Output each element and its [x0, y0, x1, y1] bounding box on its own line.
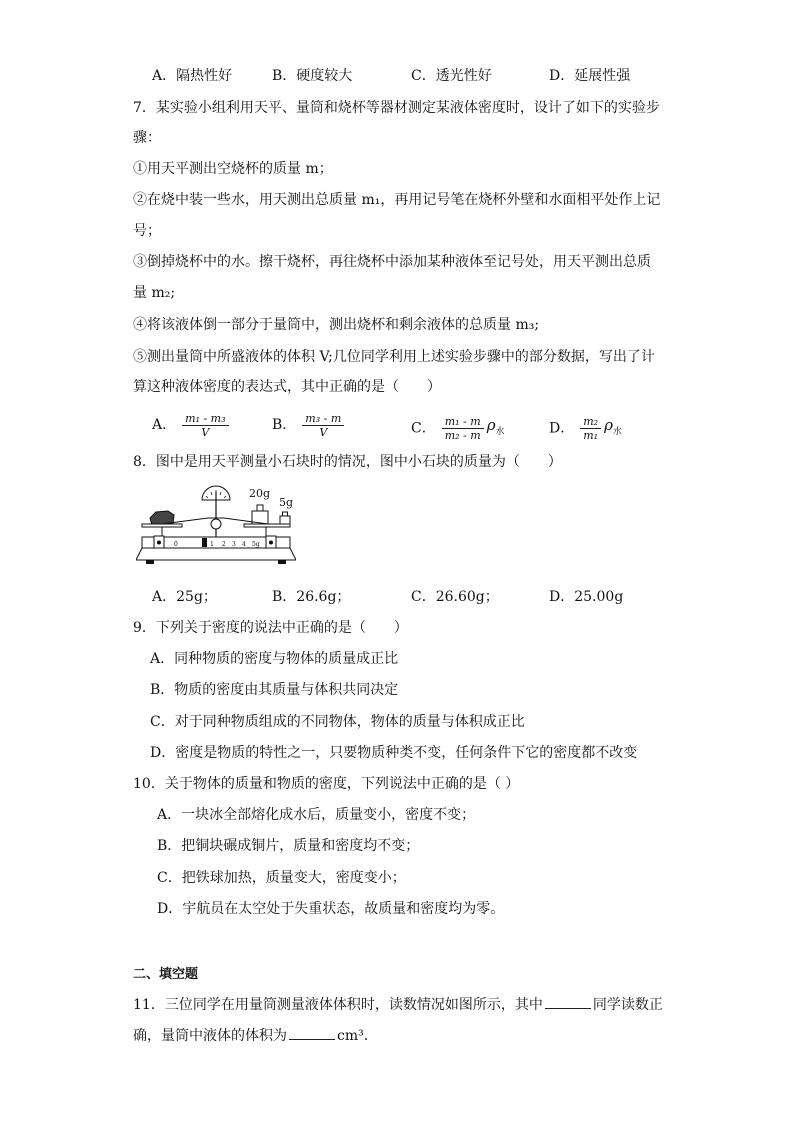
q7-option-d-fraction: $\frac{\text{m₂}}{\text{m₁}}$ [580, 415, 601, 442]
left-pan [142, 524, 182, 527]
q11-blank-2[interactable] [289, 1025, 335, 1040]
q8-stem: 8．图中是用天平测量小石块时的情况，图中小石块的质量为（ ） [133, 454, 562, 470]
q7-option-b[interactable]: B． $\frac{\text{m₃ - m}}{V}$ [272, 410, 344, 440]
q7-option-a-fraction: $\frac{\text{m₁ - m₃}}{V}$ [182, 412, 228, 439]
q11-blank-1[interactable] [545, 994, 591, 1009]
q7-step3-line1: ③倒掉烧杯中的水。擦干烧杯，再往烧杯中添加某种液体至记号处，用天平测出总质 [133, 254, 651, 270]
q11-line1: 11．三位同学在用量筒测量液体体积时，读数情况如图所示，其中 同学读数正 [133, 994, 663, 1015]
rider-icon [202, 538, 207, 547]
q10-option-b[interactable]: B．把铜块碾成铜片，质量和密度均不变； [157, 838, 420, 854]
q8-option-b[interactable]: B．26.6g； [272, 589, 351, 605]
svg-text:2: 2 [222, 541, 226, 548]
q9-stem: 9．下列关于密度的说法中正确的是（ ） [133, 620, 408, 636]
section-title: 二、填空题 [133, 967, 199, 982]
q8-option-d[interactable]: D．25.00g [549, 589, 624, 605]
q10-option-d[interactable]: D．宇航员在太空处于失重状态，故质量和密度均为零。 [157, 901, 505, 917]
q6-option-c[interactable]: C．透光性好 [411, 68, 492, 84]
svg-text:3: 3 [232, 541, 236, 548]
q7-step5-line2: 算这种液体密度的表达式，其中正确的是（ ） [133, 379, 441, 395]
q7-stem-line1: 7．某实验小组利用天平、量筒和烧杯等器材测定某液体密度时，设计了如下的实验步 [133, 100, 660, 116]
q7-option-c-fraction: $\frac{\text{m₁ - m}}{\text{m₂ - m}}$ [442, 415, 484, 442]
svg-text:5g: 5g [252, 541, 260, 548]
q6-option-d[interactable]: D．延展性强 [549, 68, 631, 84]
q9-option-d[interactable]: D．密度是物质的特性之一，只要物质种类不变，任何条件下它的密度都不改变 [150, 745, 638, 761]
q9-option-b[interactable]: B．物质的密度由其质量与体积共同决定 [150, 682, 399, 698]
q7-option-a[interactable]: A． $\frac{\text{m₁ - m₃}}{V}$ [152, 410, 229, 440]
rho-water-symbol: $\rho_水$ [604, 416, 622, 437]
q7-option-c[interactable]: C． $\frac{\text{m₁ - m}}{\text{m₂ - m}}$ $\rho_水$ [411, 415, 505, 442]
q9-option-a[interactable]: A．同种物质的密度与物体的质量成正比 [150, 651, 399, 667]
q7-step4: ④将该液体倒一部分于量筒中，测出烧杯和剩余液体的总质量 m₃; [133, 317, 540, 333]
svg-text:1: 1 [210, 541, 214, 548]
q10-option-c[interactable]: C．把铁球加热，质量变大，密度变小； [157, 870, 406, 886]
q7-step2-line2: 号； [133, 223, 161, 239]
q6-option-a[interactable]: A．隔热性好 [152, 68, 233, 84]
q8-option-a[interactable]: A．25g； [152, 589, 217, 605]
q7-option-d[interactable]: D． $\frac{\text{m₂}}{\text{m₁}}$ $\rho_水$ [549, 415, 622, 442]
q8-option-c[interactable]: C．26.60g； [411, 589, 499, 605]
q7-step5-line1: ⑤测出量筒中所盛液体的体积 V;几位同学利用上述实验步骤中的部分数据，写出了计 [133, 349, 655, 365]
rho-water-symbol: $\rho_水$ [486, 416, 505, 437]
svg-text:4: 4 [242, 541, 246, 548]
balance-scale-figure [136, 482, 296, 570]
weight-5g [280, 516, 290, 524]
q7-option-b-fraction: $\frac{\text{m₃ - m}}{V}$ [302, 412, 344, 439]
q10-option-a[interactable]: A．一块冰全部熔化成水后，质量变小，密度不变； [157, 807, 476, 823]
q7-step1: ①用天平测出空烧杯的质量 m； [133, 161, 333, 177]
q7-step2-line1: ②在烧中装一些水，用天测出总质量 m₁，再用记号笔在烧杯外壁和水面相平处作上记 [133, 192, 661, 208]
weight-20g-label: 20g [249, 487, 271, 500]
q11-line2: 确，量筒中液体的体积为 cm³． [133, 1025, 378, 1046]
svg-text:0: 0 [174, 541, 178, 548]
q6-option-b[interactable]: B．硬度较大 [272, 68, 353, 84]
q7-stem-line2: 骤： [133, 130, 161, 146]
weight-5g-label: 5g [279, 496, 294, 509]
q9-option-c[interactable]: C．对于同种物质组成的不同物体，物体的质量与体积成正比 [150, 714, 525, 730]
q10-stem: 10．关于物体的质量和物质的密度，下列说法中正确的是（ ） [133, 776, 520, 792]
q7-step3-line2: 量 m₂; [133, 285, 176, 301]
